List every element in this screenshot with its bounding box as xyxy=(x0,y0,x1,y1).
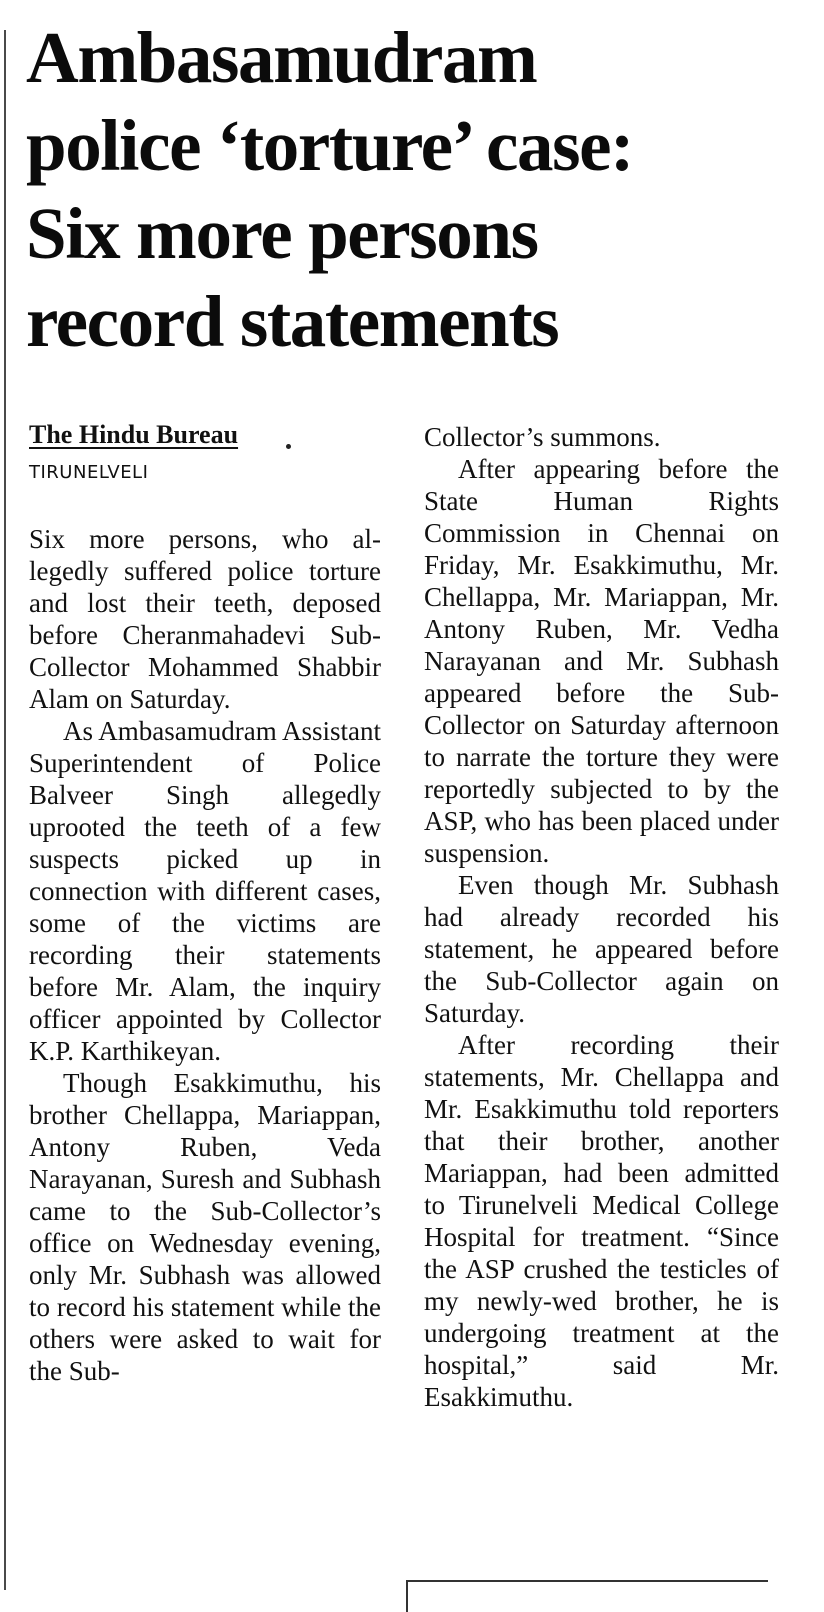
next-article-box xyxy=(406,1580,768,1612)
article-paragraph: Though Esakkimuthu, his brother Chellappa, Mariappan, Antony Ruben, Veda Narayanan, Suresh and Subhash came to the Sub-Collector’s office on Wednesday evening, only Mr. Subhash was allowed to record his statement while the others were asked to wait for the Sub- xyxy=(29,1068,381,1386)
article-paragraph: Even though Mr. Subhash had already recorded his statement, he appeared before the Sub-Collector again on Saturday. xyxy=(424,870,779,1028)
headline-line-3: Six more persons xyxy=(26,193,538,274)
dateline: TIRUNELVELI xyxy=(29,462,149,483)
headline-line-4: record statements xyxy=(26,281,559,362)
article-paragraph: After recording their statements, Mr. Chellappa and Mr. Esakkimuthu told reporters that their brother, another Mariappan, had been admitted to Tirunelveli Medical College Hospital for treatment. “Since the ASP crushed the testicles of my newly-wed brother, he is undergoing treatment at the hospital,” said Mr. Esakkimuthu. xyxy=(424,1030,779,1412)
headline-line-1: Ambasamudram xyxy=(26,17,537,98)
article-column-left xyxy=(29,523,381,1387)
byline: The Hindu Bureau xyxy=(29,420,239,449)
article-paragraph: Six more persons, who allegedly suffered police torture and lost their teeth, deposed before Cheranmahadevi Sub-Collector Mohammed Shabbir Alam on Saturday. xyxy=(29,524,381,714)
headline xyxy=(26,14,806,366)
column-rule xyxy=(4,30,6,1590)
headline-line-2: police ‘torture’ case: xyxy=(26,105,633,186)
article-column-right xyxy=(424,421,779,1413)
article-paragraph: As Ambasamudram Assistant Superintendent of Police Balveer Singh allegedly uprooted the teeth of a few suspects picked up in connection with different cases, some of the victims are recording their statements before Mr. Alam, the inquiry officer appointed by Collector K.P. Karthikeyan. xyxy=(29,716,381,1066)
byline-dot xyxy=(286,444,291,449)
article-paragraph: After appearing before the State Human Rights Commission in Chennai on Friday, Mr. Esakkimuthu, Mr. Chellappa, Mr. Mariappan, Mr. Antony Ruben, Mr. Vedha Narayanan and Mr. Subhash appeared before the Sub-Collector on Saturday afternoon to narrate the torture they were reportedly subjected to by the ASP, who has been placed under suspension. xyxy=(424,454,779,868)
article-paragraph: Collector’s summons. xyxy=(424,422,661,452)
